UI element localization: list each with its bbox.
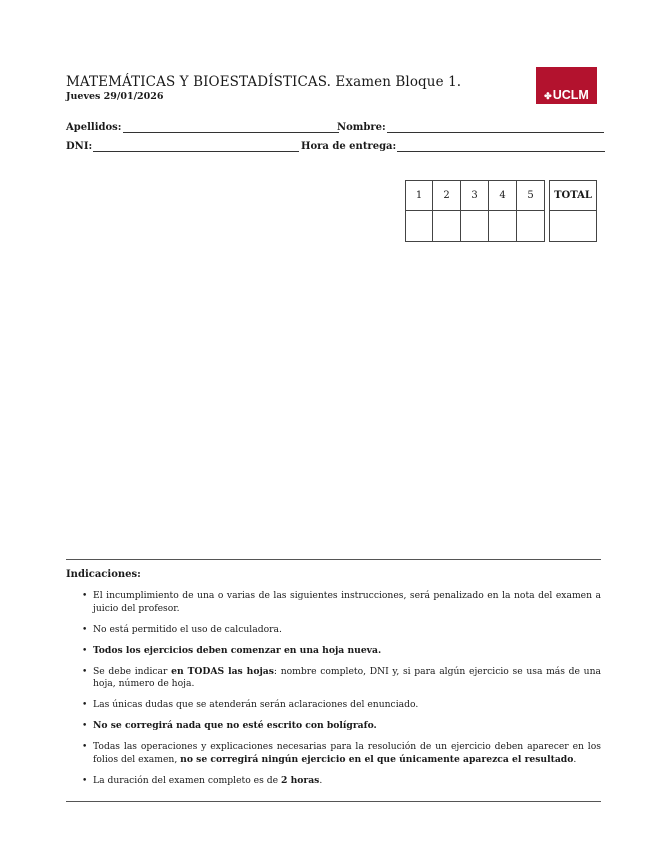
indicacion-item [66,741,601,766]
uclm-emblem-icon: ✤ [544,91,552,101]
hora-label: Hora de entrega: [301,141,397,152]
grade-cell-3[interactable] [461,211,489,242]
grade-cell-4[interactable] [489,211,517,242]
indicacion-item [66,590,601,615]
indicaciones-title: Indicaciones: [66,569,141,580]
top-divider [66,559,601,560]
indicacion-text: : nombre completo, DNI y, si para algún ejercicio se usa más de una hoja, número de hoja. [93,665,601,689]
indicacion-text: Todos los ejercicios deben comenzar en una hoja nueva. [93,644,382,656]
dni-label: DNI: [66,141,93,152]
grade-header-5: 5 [517,180,545,211]
uclm-logo [536,67,597,104]
grade-header-3: 3 [461,180,489,211]
dni-line[interactable] [93,150,299,152]
indicacion-item [66,624,601,637]
hora-field[interactable] [301,141,605,152]
indicacion-text: Se debe indicar [93,665,172,677]
indicacion-text: . [319,774,323,786]
indicacion-item [66,720,601,733]
apellidos-field[interactable] [66,122,339,133]
grade-header-1: 1 [405,180,433,211]
indicacion-text: No está permitido el uso de calculadora. [93,623,282,635]
indicacion-text: Todas las operaciones y explicaciones necesarias para la resolución de un ejercicio deben aparecer en los folios del examen, [93,741,601,765]
indicacion-text: 2 horas [280,774,320,786]
grade-header-4: 4 [489,180,517,211]
grade-header-total: TOTAL [549,180,597,211]
grade-cell-1[interactable] [405,211,433,242]
grades-table [405,180,597,242]
apellidos-line[interactable] [123,131,339,133]
indicacion-text: Las únicas dudas que se atenderán serán aclaraciones del enunciado. [93,699,419,710]
indicacion-item [66,775,601,788]
grade-cell-total[interactable] [549,211,597,242]
bottom-divider [66,801,601,802]
indicacion-text: . [573,753,577,765]
dni-field[interactable] [66,141,299,152]
nombre-field[interactable] [337,122,604,133]
indicacion-text: No se corregirá nada que no esté escrito con bolígrafo. [93,720,377,731]
grade-cell-5[interactable] [517,211,545,242]
indicacion-text: no se corregirá ningún ejercicio en el que únicamente aparezca el resultado [180,753,574,765]
indicacion-item [66,699,601,712]
grade-header-2: 2 [433,180,461,211]
nombre-label: Nombre: [337,122,386,133]
exam-title: MATEMÁTICAS Y BIOESTADÍSTICAS. Examen Bloque 1. [66,74,462,90]
indicacion-item [66,666,601,691]
hora-line[interactable] [397,150,605,152]
exam-date: Jueves 29/01/2026 [66,91,164,102]
nombre-line[interactable] [387,131,604,133]
grade-cell-2[interactable] [433,211,461,242]
indicaciones-list [66,590,601,796]
indicacion-text: El incumplimiento de una o varias de las siguientes instrucciones, será penalizado en la nota del examen a juicio del profesor. [93,590,601,614]
apellidos-label: Apellidos: [66,122,122,133]
indicacion-text: en TODAS las hojas [171,665,274,677]
logo-text: UCLM [552,88,589,102]
indicacion-item [66,645,601,658]
indicacion-text: La duración del examen completo es de [93,774,281,786]
